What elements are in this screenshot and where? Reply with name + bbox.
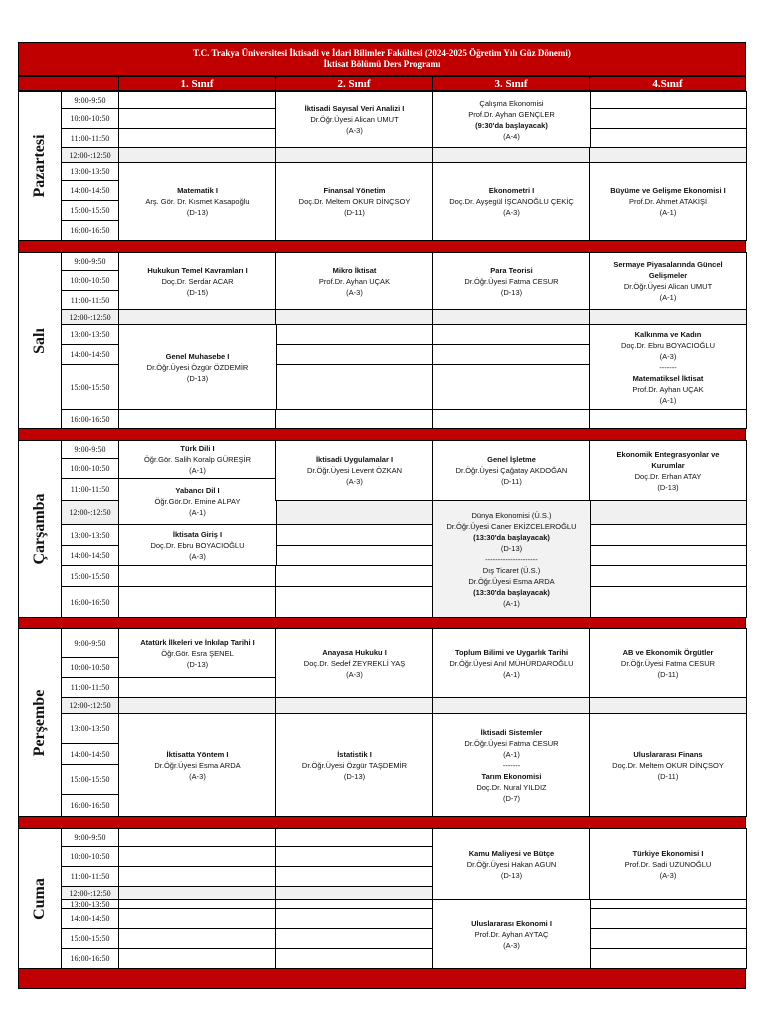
empty-slot [432, 344, 591, 365]
course-detail: (A-1) [659, 395, 677, 405]
empty-slot [589, 500, 747, 525]
empty-slot [275, 565, 434, 587]
empty-slot [275, 828, 434, 847]
course-detail: Öğr.Gör.Dr. Emine ALPAY [154, 497, 241, 506]
empty-slot [275, 545, 434, 566]
time-slot: 10:00-10:50 [61, 270, 119, 291]
course-block [275, 91, 434, 148]
course-detail: Dr.Öğr.Üyesi Esma ARDA [468, 576, 555, 586]
course-title: AB ve Ekonomik Örgütler [622, 647, 714, 657]
empty-slot [275, 908, 434, 929]
course-title: Kurumlar [651, 460, 685, 470]
course-detail: (D-13) [343, 771, 366, 781]
course-detail: Prof.Dr. Sadi UZUNOĞLU [624, 859, 712, 869]
course-title: Yabancı Dil I [175, 486, 220, 495]
day-name: Perşembe [31, 689, 48, 756]
empty-slot [275, 500, 434, 525]
empty-slot [432, 147, 591, 163]
empty-slot [118, 409, 277, 429]
course-detail: Prof.Dr. Ayhan UÇAK [632, 384, 704, 394]
course-detail: Dr.Öğr.Üyesi Özgür TAŞDEMİR [301, 760, 408, 770]
time-slot: 9:00-9:50 [61, 440, 119, 459]
empty-slot [432, 697, 591, 714]
course-detail: Dış Ticaret (Ü.S.) [482, 565, 541, 575]
empty-slot [432, 409, 591, 429]
empty-slot [118, 677, 277, 698]
course-detail: Doç.Dr. Ebru BOYACIOĞLU [150, 540, 245, 550]
course-block [275, 628, 434, 698]
course-detail: Dr.Öğr.Üyesi Fatma CESUR [464, 738, 559, 748]
course-title: Gelişmeler [648, 271, 688, 280]
course-block [589, 162, 747, 241]
empty-slot [118, 886, 277, 900]
course-detail: (A-3) [346, 477, 363, 486]
column-header-1: 1. Sınıf [118, 76, 276, 91]
time-slot: 11:00-11:50 [61, 128, 119, 148]
course-detail: Doç.Dr. Ebru BOYACIOĞLU [620, 340, 716, 350]
schedule-title: T.C. Trakya Üniversitesi İktisadi ve İdari Bilimler Fakültesi (2024-2025 Öğretim Yılı Güz Dönemi) [193, 48, 571, 58]
course-title: Mikro İktisat [332, 265, 377, 275]
course-detail: (A-1) [659, 293, 677, 302]
course-title: Finansal Yönetim [323, 186, 386, 195]
time-slot: 12:00-:12:50 [61, 697, 119, 714]
time-slot: 16:00-16:50 [61, 409, 119, 429]
course-title: Hukukun Temel Kavramları I [147, 265, 248, 275]
course-block [589, 713, 747, 817]
time-slot: 9:00-9:50 [61, 628, 119, 658]
course-detail: (A-3) [346, 669, 363, 679]
course-title: Kamu Maliyesi ve Bütçe [468, 848, 555, 858]
course-title: Ekonometri I [488, 186, 535, 195]
time-slot: 15:00-15:50 [61, 565, 119, 587]
day-label-cell [18, 252, 62, 429]
empty-slot [589, 948, 747, 969]
empty-slot [589, 545, 747, 566]
empty-slot [275, 364, 434, 410]
time-slot: 16:00-16:50 [61, 586, 119, 618]
course-detail: Dr.Öğr.Üyesi Alican UMUT [310, 115, 399, 124]
course-detail: (A-1) [659, 208, 677, 217]
time-slot: 15:00-15:50 [61, 364, 119, 410]
course-detail: Dr.Öğr.Üyesi Fatma CESUR [620, 658, 716, 668]
time-slot: 13:00-13:50 [61, 162, 119, 181]
course-detail: (A-3) [346, 287, 363, 297]
course-title: Türkiye Ekonomisi I [632, 848, 704, 858]
course-title: Ekonomik Entegrasyonlar ve [616, 449, 720, 459]
course-detail: (D-13) [500, 287, 523, 297]
course-detail: Doç.Dr. Meltem OKUR DİNÇSOY [298, 197, 411, 206]
course-title: Matematiksel İktisat [632, 373, 704, 383]
empty-slot [589, 908, 747, 929]
course-title: Sermaye Piyasalarında Güncel [613, 260, 723, 269]
day-label-cell [18, 828, 62, 969]
empty-slot [432, 309, 591, 325]
course-detail: Dünya Ekonomisi (Ü.S.) [471, 510, 552, 520]
empty-slot [275, 344, 434, 365]
course-title: İktisatta Yöntem I [166, 749, 229, 759]
empty-slot [118, 697, 277, 714]
course-detail: Arş. Gör. Dr. Kısmet Kasapoğlu [145, 197, 250, 206]
course-detail: Doç.Dr. Meltem OKUR DİNÇSOY [612, 760, 724, 770]
course-detail: Prof.Dr. Ayhan UÇAK [318, 276, 391, 286]
time-slot: 13:00-13:50 [61, 324, 119, 345]
empty-slot [275, 886, 434, 900]
time-slot: 9:00-9:50 [61, 91, 119, 109]
course-detail: (D-11) [657, 771, 679, 781]
course-detail: ------- [502, 760, 521, 770]
empty-slot [589, 697, 747, 714]
course-detail: (D-15) [186, 287, 209, 297]
course-detail: (D-13) [657, 482, 679, 492]
time-slot: 9:00-9:50 [61, 828, 119, 847]
course-block [589, 324, 747, 410]
course-block [589, 828, 747, 900]
course-detail: (D-7) [502, 793, 521, 803]
course-block [275, 440, 434, 501]
course-block [118, 713, 277, 817]
course-detail: (A-3) [659, 351, 677, 361]
time-slot: 10:00-10:50 [61, 108, 119, 129]
time-slot: 15:00-15:50 [61, 764, 119, 795]
course-detail: Prof.Dr. Ayhan GENÇLER [468, 109, 555, 119]
time-slot: 10:00-10:50 [61, 458, 119, 479]
course-detail: (A-1) [189, 466, 206, 475]
course-detail: (D-11) [344, 208, 365, 217]
course-detail: ------- [659, 362, 677, 372]
time-slot: 14:00-14:50 [61, 908, 119, 929]
schedule-subtitle: İktisat Bölümü Ders Programı [323, 59, 441, 69]
course-detail: Doç.Dr. Nural YILDIZ [476, 782, 547, 792]
empty-slot [118, 828, 277, 847]
course-block [432, 252, 591, 310]
course-detail: (A-1) [503, 669, 520, 679]
course-block [432, 162, 591, 241]
empty-slot [589, 524, 747, 546]
course-title: (9:30'da başlayacak) [475, 120, 548, 130]
course-detail: Prof.Dr. Ahmet ATAKİŞİ [628, 197, 708, 206]
course-title: Uluslararası Ekonomi I [471, 918, 552, 928]
empty-slot [118, 948, 277, 969]
empty-slot [275, 697, 434, 714]
course-block [118, 524, 277, 566]
course-detail: Prof.Dr. Ayhan AYTAÇ [474, 929, 549, 939]
course-detail: Doç.Dr. Sedef ZEYREKLİ YAŞ [303, 658, 406, 668]
empty-slot [275, 324, 434, 345]
course-detail: Dr.Öğr.Üyesi Hakan AGUN [466, 859, 557, 869]
time-slot: 13:00-13:50 [61, 524, 119, 546]
course-block [589, 252, 747, 310]
course-detail: Çalışma Ekonomisi [479, 98, 544, 108]
course-detail: (A-1) [503, 598, 520, 608]
course-title: İktisadi Sistemler [480, 727, 543, 737]
course-detail: (A-4) [503, 131, 520, 141]
course-detail: Doç.Dr. Ayşegül İŞCANOĞLU ÇEKİÇ [449, 197, 574, 206]
empty-slot [275, 409, 434, 429]
empty-slot [118, 928, 277, 949]
course-title: Kalkınma ve Kadın [634, 329, 702, 339]
course-detail: Öğr.Gör. Esra ŞENEL [161, 648, 234, 658]
day-label-cell [18, 91, 62, 241]
course-title: İktisata Giriş I [172, 529, 223, 539]
course-detail: Doç.Dr. Erhan ATAY [634, 471, 702, 481]
time-slot: 10:00-10:50 [61, 657, 119, 678]
empty-slot [118, 128, 277, 148]
day-label-cell [18, 440, 62, 618]
course-title: İstatistik I [337, 749, 372, 759]
time-slot: 11:00-11:50 [61, 478, 119, 501]
course-block [432, 91, 591, 148]
course-block [432, 899, 591, 969]
empty-slot [275, 586, 434, 618]
schedule-title-bar [18, 42, 746, 76]
time-slot: 16:00-16:50 [61, 948, 119, 969]
empty-slot [275, 948, 434, 969]
time-slot: 12:00-:12:50 [61, 309, 119, 325]
time-slot: 16:00-16:50 [61, 220, 119, 241]
course-title: Türk Dili I [180, 444, 215, 453]
course-title: Atatürk İlkeleri ve İnkılap Tarihi I [140, 637, 255, 647]
empty-slot [275, 928, 434, 949]
course-block [589, 440, 747, 501]
empty-slot [589, 928, 747, 949]
course-detail: (D-13) [186, 373, 209, 383]
course-detail: (A-1) [189, 508, 206, 517]
course-block [118, 324, 277, 410]
course-detail: (D-13) [186, 659, 209, 669]
course-detail: (D-13) [186, 208, 209, 217]
day-name: Cuma [31, 877, 48, 920]
empty-slot [118, 309, 277, 325]
day-name: Pazartesi [31, 134, 48, 198]
time-slot: 12:00-:12:50 [61, 500, 119, 525]
course-detail: Dr.Öğr.Üyesi Esma ARDA [154, 760, 241, 770]
course-detail: Öğr.Gör. Salih Koralp GÜREŞİR [143, 455, 252, 464]
course-detail: Dr.Öğr.Üyesi Çağatay AKDOĞAN [455, 466, 568, 475]
empty-slot [118, 866, 277, 887]
course-title: Genel Muhasebe I [165, 351, 230, 361]
course-detail: Dr.Öğr.Üyesi Anıl MÜHÜRDAROĞLU [449, 658, 574, 668]
course-detail: Dr.Öğr.Üyesi Özgür ÖZDEMİR [146, 362, 249, 372]
course-detail: (D-13) [500, 870, 523, 880]
empty-slot [275, 309, 434, 325]
empty-slot [118, 108, 277, 129]
course-detail: Doç.Dr. Serdar ACAR [161, 276, 234, 286]
time-slot: 11:00-11:50 [61, 677, 119, 698]
course-detail: (A-3) [503, 940, 520, 950]
course-title: Büyüme ve Gelişme Ekonomisi I [610, 186, 726, 195]
course-detail: (A-3) [503, 208, 520, 217]
course-detail: (D-13) [500, 543, 523, 553]
course-block [118, 440, 277, 479]
time-slot: 12:00-:12:50 [61, 886, 119, 900]
course-title: (13:30'da başlayacak) [473, 532, 550, 542]
empty-slot [432, 324, 591, 345]
empty-slot [118, 147, 277, 163]
column-header-2: 2. Sınıf [275, 76, 433, 91]
course-block [118, 478, 277, 525]
column-header-4: 4.Sınıf [589, 76, 746, 91]
time-slot: 14:00-14:50 [61, 344, 119, 365]
time-slot: 14:00-14:50 [61, 545, 119, 566]
course-detail: Dr.Öğr.Üyesi Levent ÖZKAN [306, 466, 403, 475]
time-slot: 15:00-15:50 [61, 200, 119, 221]
course-block [275, 713, 434, 817]
course-block [275, 252, 434, 310]
empty-slot [118, 586, 277, 618]
header-corner [18, 76, 119, 91]
time-slot: 13:00-13:50 [61, 899, 119, 909]
empty-slot [432, 364, 591, 410]
course-detail: (A-3) [346, 126, 363, 135]
empty-slot [589, 309, 747, 325]
course-block [432, 440, 591, 501]
course-block [589, 628, 747, 698]
course-detail: Dr.Öğr.Üyesi Fatma CESUR [464, 276, 559, 286]
empty-slot [275, 147, 434, 163]
course-block [118, 628, 277, 678]
empty-slot [118, 908, 277, 929]
course-detail: (D-11) [657, 669, 679, 679]
day-name: Salı [31, 327, 48, 354]
empty-slot [589, 108, 747, 129]
time-slot: 10:00-10:50 [61, 846, 119, 867]
course-title: Matematik I [177, 186, 218, 195]
course-title: (13:30'da başlayacak) [473, 587, 550, 597]
empty-slot [275, 524, 434, 546]
course-block [432, 500, 591, 618]
course-title: İktisadi Uygulamalar I [315, 455, 394, 464]
empty-slot [275, 846, 434, 867]
course-detail: (A-3) [659, 870, 677, 880]
course-block [432, 628, 591, 698]
time-slot: 9:00-9:50 [61, 252, 119, 271]
day-separator [18, 968, 746, 989]
course-block [432, 828, 591, 900]
empty-slot [118, 846, 277, 867]
time-slot: 11:00-11:50 [61, 290, 119, 310]
course-title: Toplum Bilimi ve Uygarlık Tarihi [454, 647, 569, 657]
course-detail: (A-1) [503, 749, 520, 759]
column-header-3: 3. Sınıf [432, 76, 590, 91]
empty-slot [118, 91, 277, 109]
course-title: İktisadi Sayısal Veri Analizi I [304, 104, 405, 113]
day-label-cell [18, 628, 62, 817]
empty-slot [589, 586, 747, 618]
course-title: Genel İşletme [487, 455, 536, 464]
time-slot: 14:00-14:50 [61, 180, 119, 201]
course-block [118, 162, 277, 241]
course-detail: (A-3) [189, 771, 206, 781]
empty-slot [589, 565, 747, 587]
time-slot: 13:00-13:50 [61, 713, 119, 744]
course-detail: (D-11) [501, 477, 522, 486]
course-title: Uluslararası Finans [633, 749, 703, 759]
empty-slot [589, 128, 747, 148]
course-title: Para Teorisi [490, 265, 533, 275]
time-slot: 14:00-14:50 [61, 743, 119, 765]
course-detail: (A-3) [189, 551, 206, 561]
time-slot: 16:00-16:50 [61, 794, 119, 817]
empty-slot [589, 147, 747, 163]
course-block [275, 162, 434, 241]
course-title: Anayasa Hukuku I [322, 647, 387, 657]
empty-slot [589, 409, 747, 429]
course-block [432, 713, 591, 817]
day-name: Çarşamba [31, 493, 48, 565]
course-block [118, 252, 277, 310]
time-slot: 15:00-15:50 [61, 928, 119, 949]
course-title: Tarım Ekonomisi [481, 771, 542, 781]
course-detail: --------------------- [485, 554, 538, 564]
course-detail: Dr.Öğr.Üyesi Caner EKİZCELEROĞLU [446, 521, 577, 531]
empty-slot [589, 91, 747, 109]
time-slot: 11:00-11:50 [61, 866, 119, 887]
course-detail: Dr.Öğr.Üyesi Alican UMUT [623, 282, 713, 291]
time-slot: 12:00-:12:50 [61, 147, 119, 163]
empty-slot [118, 565, 277, 587]
empty-slot [275, 866, 434, 887]
